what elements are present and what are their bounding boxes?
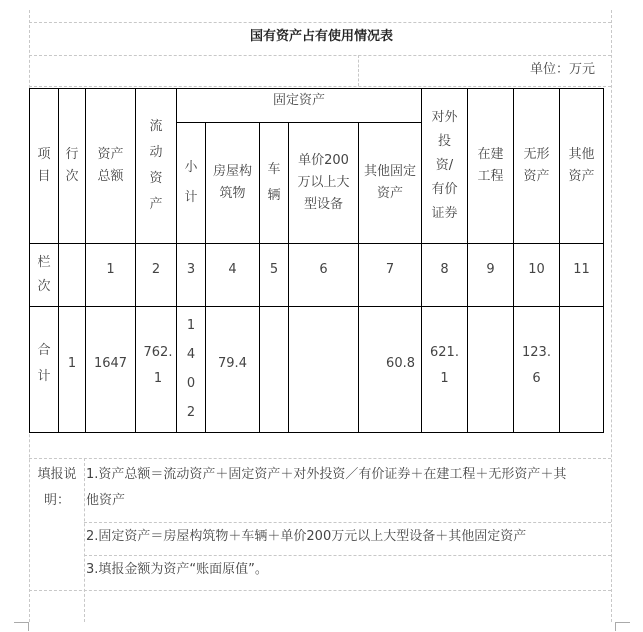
colrow-label: 栏次 [37,255,51,294]
total-construction [468,307,513,421]
header-buildings: 房屋构筑物 [212,164,252,201]
guide-notes-line3 [84,555,611,556]
total-other-assets [560,307,603,421]
col-number: 3 [186,262,196,277]
col-number: 1 [106,262,115,277]
guide-notes-top [29,458,611,459]
total-subtotal: 1402 [186,318,196,420]
total-other-fixed: 60.8 [386,356,415,371]
notes-label: 填报说明： [37,467,77,508]
header-subtotal: 小计 [184,160,198,205]
guide-notes-split [84,458,85,622]
header-item: 项目 [37,147,51,184]
header-intangible: 无形资产 [523,147,550,184]
frame-right-guide [611,10,612,622]
col-number: 7 [385,262,395,277]
header-current-assets: 流动资产 [149,119,163,212]
header-row-no: 行次 [65,147,79,184]
header-total-assets: 资产总额 [97,147,124,184]
col-number: 8 [440,262,449,277]
note-line-2: 2.固定资产＝房屋构筑物＋车辆＋单价200万元以上大型设备＋其他固定资产 [86,529,527,544]
guide-notes-bottom [29,590,611,591]
header-large-equipment: 单价200万以上大型设备 [297,153,350,212]
col-number: 9 [486,262,495,277]
unit-label: 单位：万元 [529,62,595,77]
crop-mark-right [615,622,630,631]
header-vehicles: 车辆 [267,162,281,203]
page-title: 国有资产占有使用情况表 [249,29,393,44]
col-number: 4 [228,262,237,277]
guide-under-title [29,55,611,56]
guide-unit-split [358,55,359,86]
col-number: 11 [573,262,590,277]
total-intangible: 123.6 [522,345,551,386]
total-large-equipment [289,307,358,421]
total-current-assets: 762.1 [143,345,173,386]
note-line-1b: 他资产 [86,493,126,508]
header-other-assets: 其他资产 [568,147,595,184]
table-line-bottom [29,432,604,433]
col-number: 2 [151,262,161,277]
note-line-1a: 1.资产总额＝流动资产＋固定资产＋对外投资／有价证券＋在建工程＋无形资产＋其 [86,467,567,482]
header-investment: 对外投资/有价证券 [431,110,458,221]
guide-notes-line2 [84,522,611,523]
total-buildings: 79.4 [218,356,247,371]
total-vehicles [260,307,288,421]
col-number: 6 [319,262,328,277]
total-label: 合计 [37,343,51,384]
total-row-no: 1 [67,356,77,371]
header-other-fixed: 其他固定资产 [363,164,416,201]
frame-top-guide [29,22,611,23]
total-total-assets: 1647 [93,356,128,371]
table-vline [603,88,604,433]
col-number: 10 [528,262,545,277]
guide-under-unit [29,86,611,87]
crop-mark-left [14,622,29,631]
note-line-3: 3.填报金额为资产“账面原值”。 [86,562,268,577]
col-number: 5 [269,262,279,277]
header-fixed-assets: 固定资产 [272,93,325,108]
total-investment: 621.1 [430,345,459,386]
header-construction: 在建工程 [477,147,504,184]
